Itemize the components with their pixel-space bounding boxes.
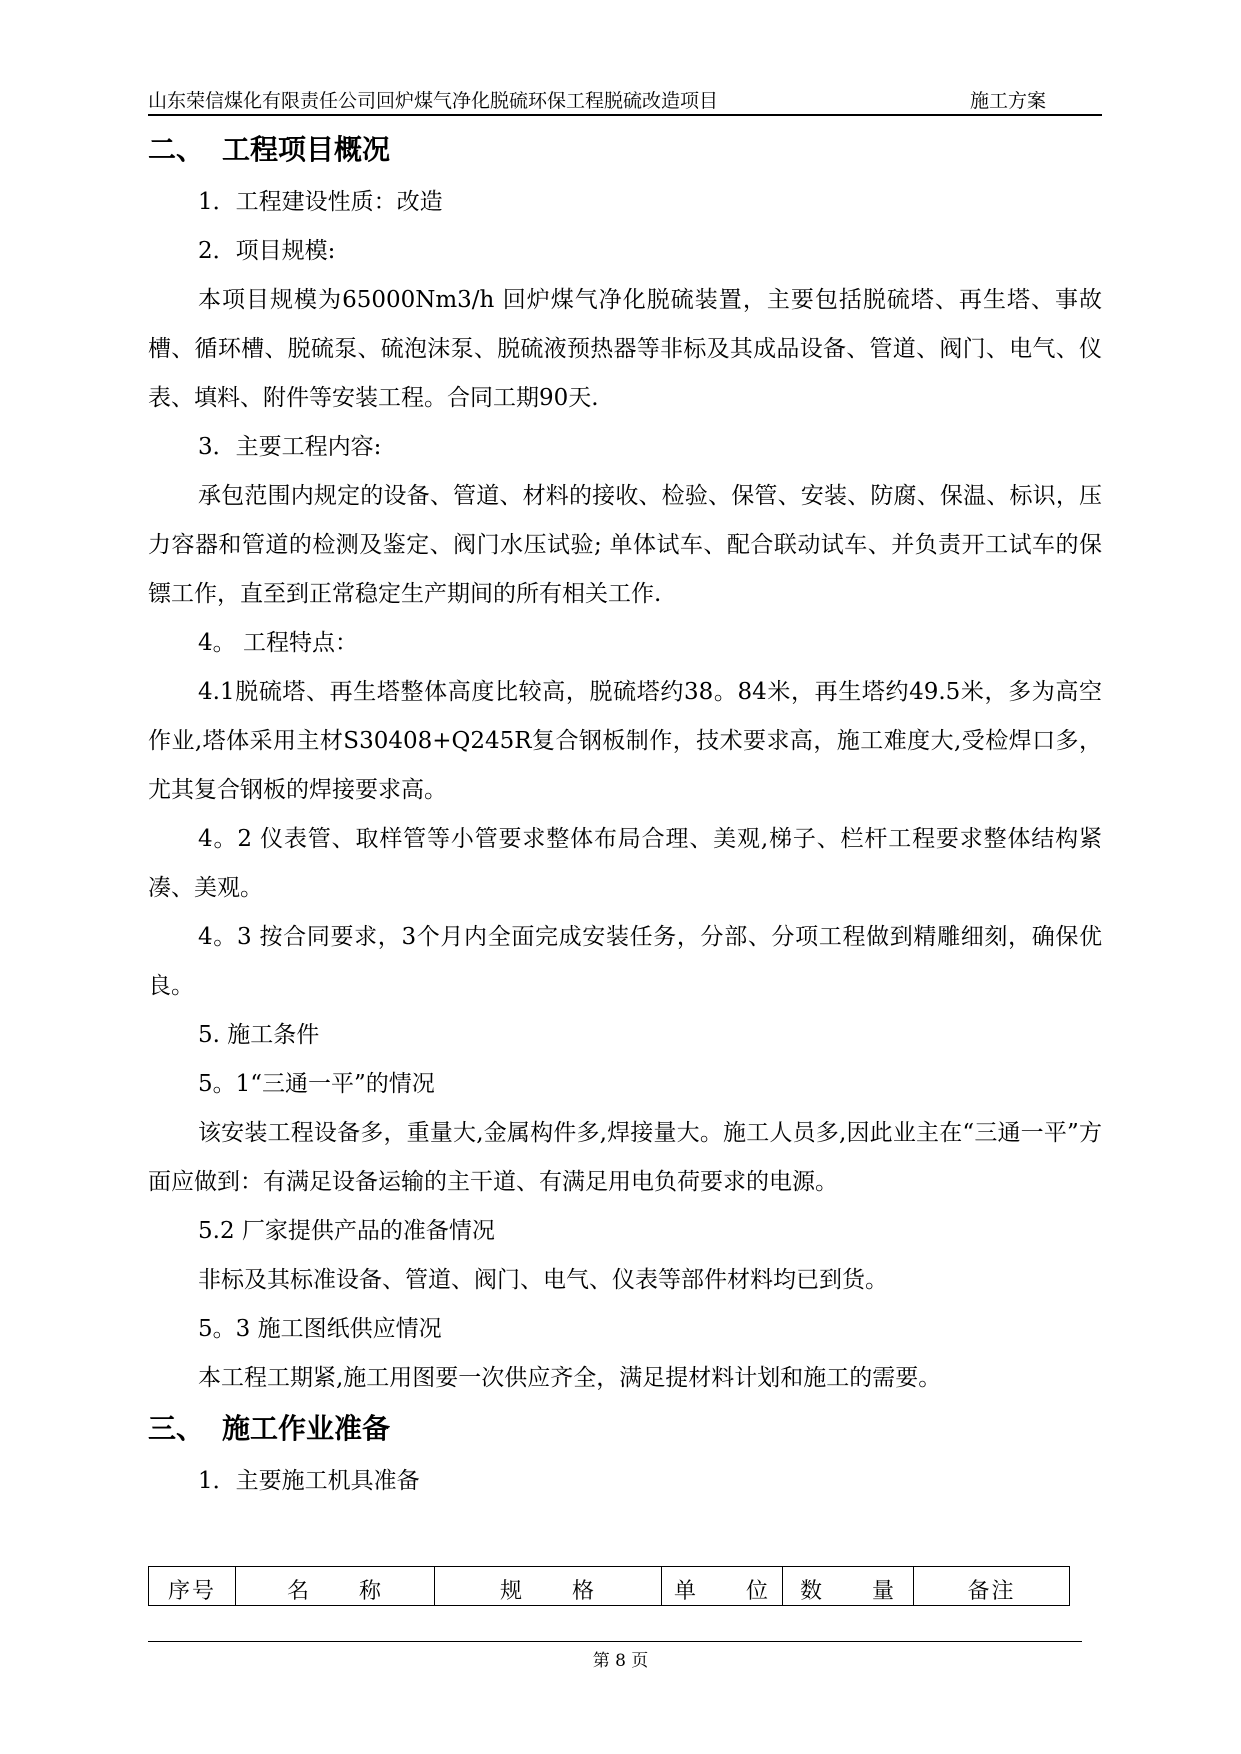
- paragraph: 5。3 施工图纸供应情况: [198, 1316, 442, 1342]
- paragraph: 5.2 厂家提供产品的准备情况: [198, 1218, 495, 1244]
- table-header-cell: 备注: [914, 1567, 1070, 1606]
- paragraph: 该安装工程设备多，重量大,金属构件多,焊接量大。施工人员多,因此业主在“三通一平”方面应做到：有满足设备运输的主干道、有满足用电负荷要求的电源。: [148, 1120, 1102, 1195]
- table-header-cell: 单 位: [662, 1567, 783, 1606]
- section-number: 三、: [148, 1412, 205, 1445]
- paragraph: 4.1脱硫塔、再生塔整体高度比较高，脱硫塔约38。84米，再生塔约49.5米，多为高空作业,塔体采用主材S30408+Q245R复合钢板制作，技术要求高，施工难度大,受检焊口多，尤其复合钢板的焊接要求高。: [148, 679, 1102, 803]
- table-header-cell: 序号: [149, 1567, 236, 1606]
- paragraph: 非标及其标准设备、管道、阀门、电气、仪表等部件材料均已到货。: [198, 1267, 888, 1293]
- table-header-row: [149, 1567, 1070, 1606]
- paragraph: 5。1“三通一平”的情况: [198, 1071, 435, 1097]
- paragraph: 5. 施工条件: [198, 1022, 320, 1048]
- section-number: 二、: [148, 133, 205, 166]
- page-number: 第 8 页: [592, 1651, 649, 1671]
- table-header-cell: 规 格: [435, 1567, 662, 1606]
- paragraph: 本项目规模为65000Nm3/h 回炉煤气净化脱硫装置，主要包括脱硫塔、再生塔、事故槽、循环槽、脱硫泵、硫泡沫泵、脱硫液预热器等非标及其成品设备、管道、阀门、电气、仪表、填料、附件等安装工程。合同工期90天.: [148, 287, 1102, 411]
- section-heading-overview: [148, 132, 1102, 168]
- header-doc-type: 施工方案: [970, 90, 1047, 112]
- table-header-cell: 数 量: [783, 1567, 914, 1606]
- paragraph: 承包范围内规定的设备、管道、材料的接收、检验、保管、安装、防腐、保温、标识，压力容器和管道的检测及鉴定、阀门水压试验; 单体试车、配合联动试车、并负责开工试车的保镖工作，直至到正常稳定生产期间的所有相关工作.: [148, 483, 1102, 607]
- header-project-title: 山东荣信煤化有限责任公司回炉煤气净化脱硫环保工程脱硫改造项目: [148, 90, 719, 112]
- paragraph: 4。3 按合同要求，3个月内全面完成安装任务，分部、分项工程做到精雕细刻，确保优良。: [148, 924, 1102, 999]
- page-content: [148, 124, 1102, 1506]
- section-title: 施工作业准备: [222, 1412, 391, 1445]
- equipment-table: [148, 1566, 1070, 1606]
- paragraph: 3．主要工程内容:: [198, 434, 382, 460]
- section-heading-preparation: [148, 1411, 1102, 1447]
- paragraph: 1．工程建设性质：改造: [198, 189, 443, 215]
- paragraph: 4。2 仪表管、取样管等小管要求整体布局合理、美观,梯子、栏杆工程要求整体结构紧凑、美观。: [148, 826, 1102, 901]
- footer-divider: [148, 1641, 1082, 1642]
- paragraph: 4。 工程特点：: [198, 630, 358, 656]
- paragraph: 2．项目规模:: [198, 238, 336, 264]
- page-header: [148, 86, 1102, 116]
- section-title: 工程项目概况: [222, 133, 391, 166]
- table-header-cell: 名 称: [236, 1567, 435, 1606]
- paragraph: 1．主要施工机具准备: [198, 1468, 420, 1494]
- paragraph: 本工程工期紧,施工用图要一次供应齐全，满足提材料计划和施工的需要。: [198, 1365, 942, 1391]
